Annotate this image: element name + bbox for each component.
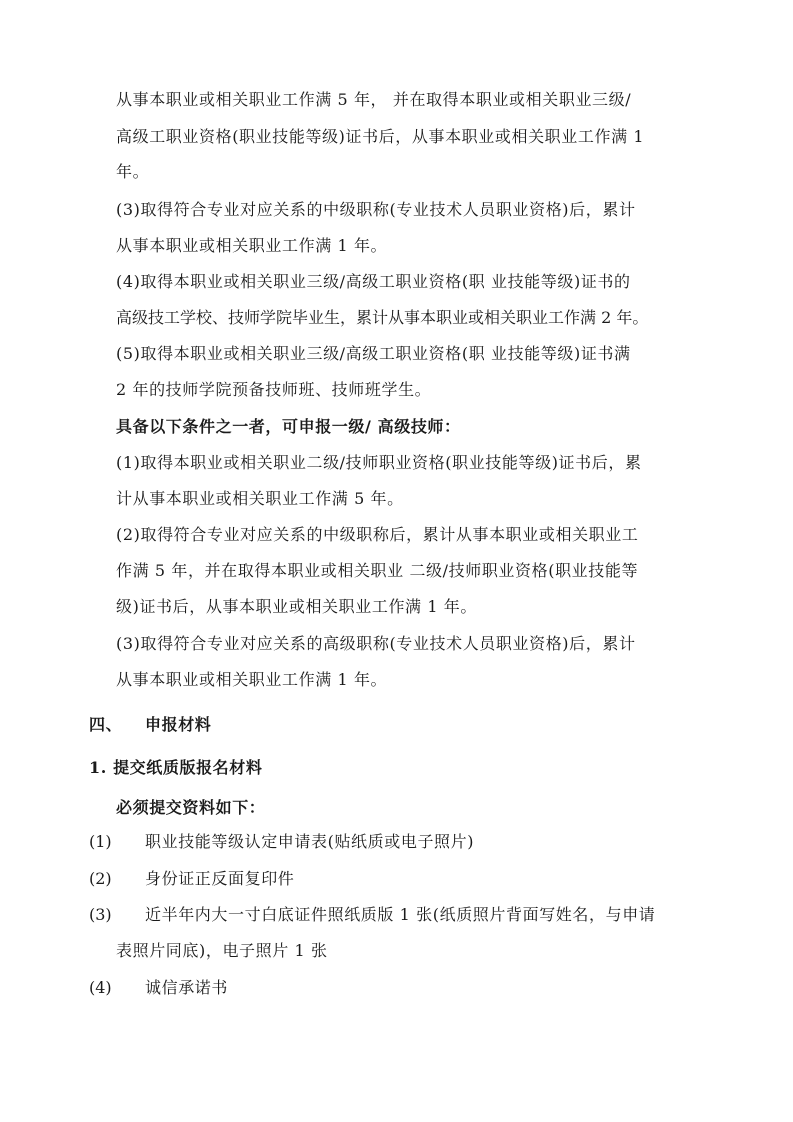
item-number: (1) <box>89 832 112 851</box>
item-number: (4) <box>89 978 112 997</box>
list-item: 诚信承诺书 <box>145 978 229 997</box>
list-item: 身份证正反面复印件 <box>145 869 295 888</box>
text-line: 从事本职业或相关职业工作满 1 年。 <box>116 670 388 689</box>
text-line: (1)取得本职业或相关职业二级/技师职业资格(职业技能等级)证书后，累 <box>116 453 642 472</box>
required-intro: 必须提交资料如下： <box>116 798 266 817</box>
text-line: (2)取得符合专业对应关系的中级职称后，累计从事本职业或相关职业工 <box>116 525 639 544</box>
subsection-heading: 1. 提交纸质版报名材料 <box>89 758 263 777</box>
text-line: 从事本职业或相关职业工作满 5 年， 并在取得本职业或相关职业三级/ <box>116 90 632 109</box>
text-line: (4)取得本职业或相关职业三级/高级工职业资格(职 业技能等级)证书的 <box>116 272 631 291</box>
item-number: (3) <box>89 905 112 924</box>
text-line: 从事本职业或相关职业工作满 1 年。 <box>116 236 388 255</box>
text-line: 作满 5 年，并在取得本职业或相关职业 二级/技师职业资格(职业技能等 <box>116 561 639 580</box>
text-line: 计从事本职业或相关职业工作满 5 年。 <box>116 489 404 508</box>
section-heading: 申报材料 <box>145 715 212 734</box>
text-line: (3)取得符合专业对应关系的高级职称(专业技术人员职业资格)后，累计 <box>116 634 636 653</box>
conditions-heading: 具备以下条件之一者，可申报一级/ 高级技师： <box>116 417 461 436</box>
list-item-continuation: 表照片同底)，电子照片 1 张 <box>116 941 328 960</box>
section-number: 四、 <box>89 715 123 734</box>
text-line: 高级技工学校、技师学院毕业生，累计从事本职业或相关职业工作满 2 年。 <box>116 308 649 327</box>
text-line: 年。 <box>116 162 150 181</box>
text-line: (3)取得符合专业对应关系的中级职称(专业技术人员职业资格)后，累计 <box>116 200 636 219</box>
item-number: (2) <box>89 869 112 888</box>
list-item: 职业技能等级认定申请表(贴纸质或电子照片) <box>145 832 475 851</box>
text-line: 级)证书后，从事本职业或相关职业工作满 1 年。 <box>116 597 477 616</box>
list-item: 近半年内大一寸白底证件照纸质版 1 张(纸质照片背面写姓名，与申请 <box>145 905 656 924</box>
text-line: (5)取得本职业或相关职业三级/高级工职业资格(职 业技能等级)证书满 <box>116 344 631 363</box>
text-line: 2 年的技师学院预备技师班、技师班学生。 <box>116 380 432 399</box>
text-line: 高级工职业资格(职业技能等级)证书后，从事本职业或相关职业工作满 1 <box>116 127 645 146</box>
